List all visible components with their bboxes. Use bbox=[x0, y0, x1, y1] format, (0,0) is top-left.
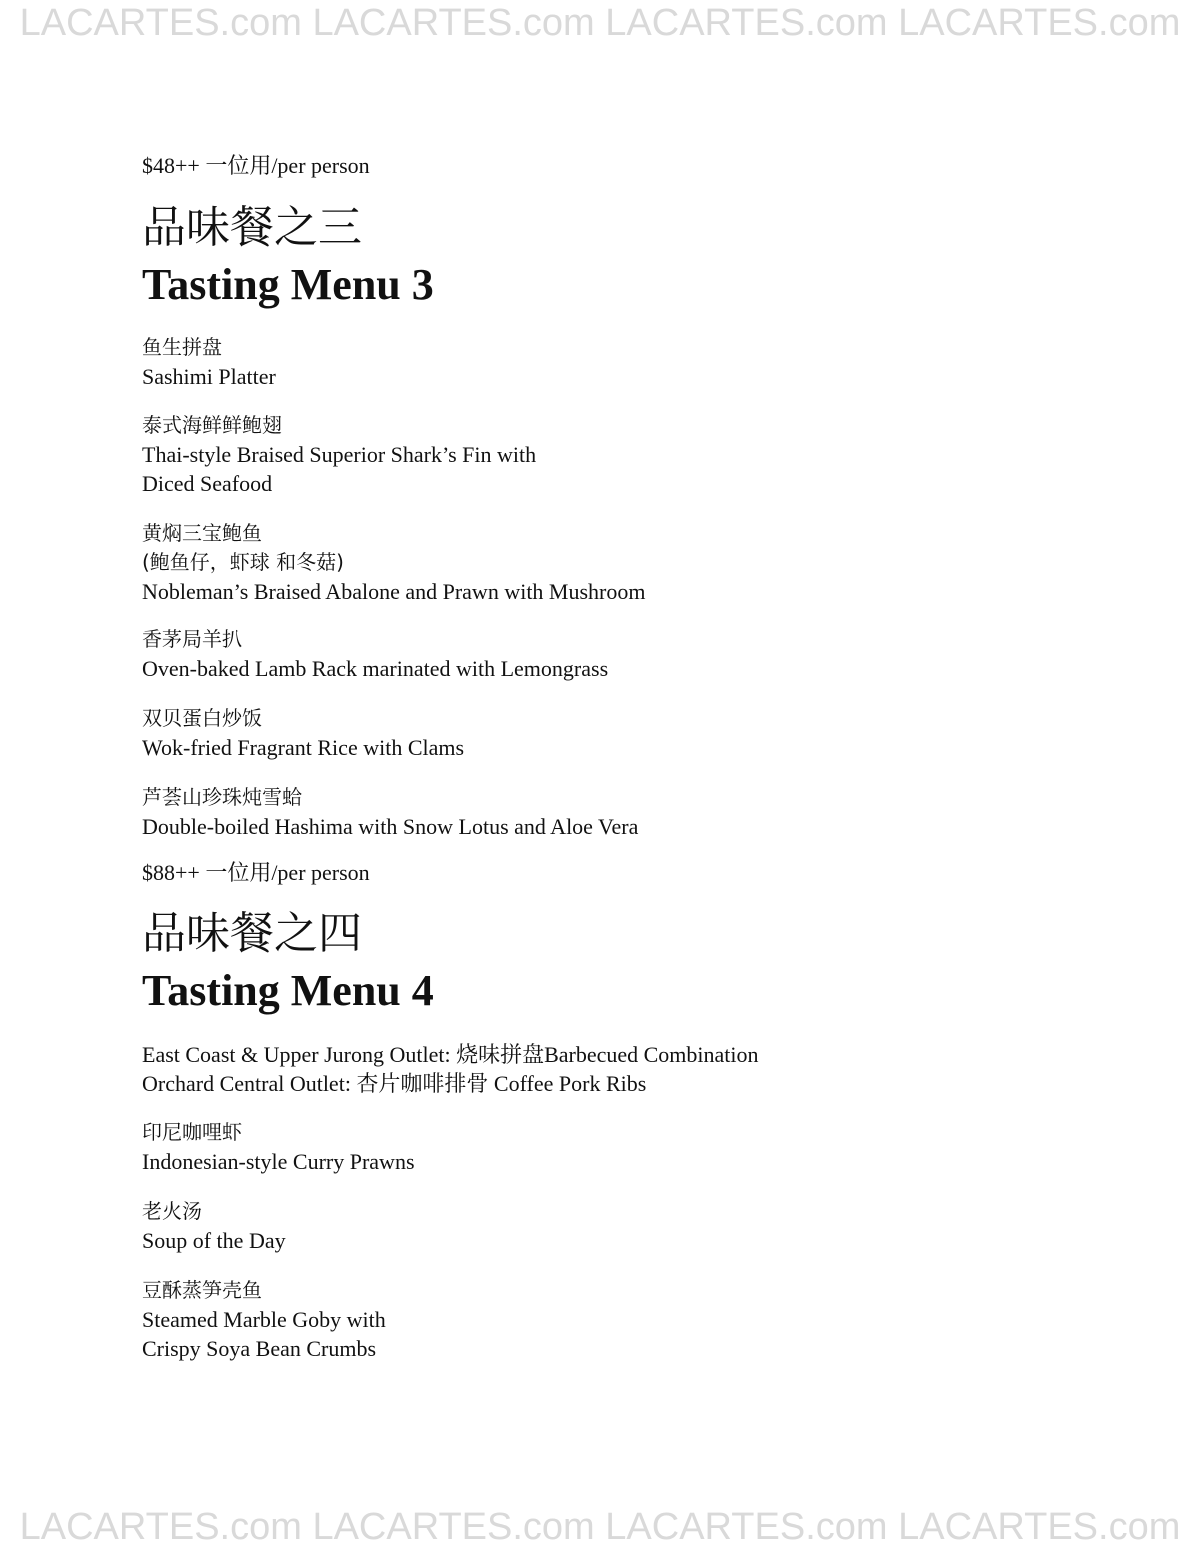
dish-name-en: Soup of the Day bbox=[142, 1228, 286, 1253]
menu4-dish-3 bbox=[142, 1197, 286, 1255]
menu3-title-en: Tasting Menu 3 bbox=[142, 260, 434, 309]
dish-name-en: Steamed Marble Goby with bbox=[142, 1307, 386, 1332]
dish-name-en: Double-boiled Hashima with Snow Lotus and Aloe Vera bbox=[142, 814, 639, 839]
menu3-dish-2 bbox=[142, 411, 536, 498]
dish-outlet-east-coast: East Coast & Upper Jurong Outlet: 烧味拼盘Barbecued Combination bbox=[142, 1042, 759, 1067]
menu4-dish-1 bbox=[142, 1040, 759, 1098]
dish-name-en: Oven-baked Lamb Rack marinated with Lemongrass bbox=[142, 656, 609, 681]
menu4-dish-2 bbox=[142, 1118, 415, 1176]
dish-name-en: Nobleman’s Braised Abalone and Prawn with Mushroom bbox=[142, 579, 646, 604]
dish-name-en-cont: Diced Seafood bbox=[142, 471, 273, 496]
menu3-title-cn: 品味餐之三 bbox=[142, 202, 362, 253]
dish-name-en-cont: Crispy Soya Bean Crumbs bbox=[142, 1336, 377, 1361]
menu4-dish-4 bbox=[142, 1276, 386, 1363]
menu3-dish-3 bbox=[142, 519, 646, 606]
dish-name-cn: 双贝蛋白炒饭 bbox=[142, 706, 262, 730]
watermark-bottom: LACARTES.com LACARTES.com LACARTES.com LACARTES.com bbox=[19, 1506, 1181, 1548]
dish-name-en: Indonesian-style Curry Prawns bbox=[142, 1149, 415, 1174]
dish-outlet-orchard: Orchard Central Outlet: 杏片咖啡排骨 Coffee Pork Ribs bbox=[142, 1071, 647, 1096]
menu3-dish-4 bbox=[142, 625, 608, 683]
dish-name-cn: 豆酥蒸笋壳鱼 bbox=[142, 1278, 262, 1302]
dish-name-cn: 芦荟山珍珠炖雪蛤 bbox=[142, 785, 302, 809]
dish-name-cn: 黄焖三宝鲍鱼 bbox=[142, 521, 262, 545]
dish-name-en: Sashimi Platter bbox=[142, 364, 276, 389]
menu4-title-en: Tasting Menu 4 bbox=[142, 966, 434, 1015]
menu3-price: $48++ 一位用/per person bbox=[142, 153, 370, 178]
menu4-price: $88++ 一位用/per person bbox=[142, 860, 370, 885]
menu3-dish-1 bbox=[142, 333, 276, 391]
dish-name-en: Thai-style Braised Superior Shark’s Fin with bbox=[142, 442, 537, 467]
dish-name-cn: 印尼咖哩虾 bbox=[142, 1120, 242, 1144]
menu4-title-cn: 品味餐之四 bbox=[142, 908, 362, 959]
menu3-dish-5 bbox=[142, 704, 464, 762]
dish-name-cn: 香茅局羊扒 bbox=[142, 627, 242, 651]
dish-name-en: Wok-fried Fragrant Rice with Clams bbox=[142, 735, 465, 760]
dish-name-cn: 泰式海鲜鲜鲍翅 bbox=[142, 413, 282, 437]
dish-name-cn: 鱼生拼盘 bbox=[142, 335, 222, 359]
watermark-top: LACARTES.com LACARTES.com LACARTES.com LACARTES.com bbox=[19, 2, 1181, 44]
menu3-dish-6 bbox=[142, 783, 638, 841]
dish-name-cn: 老火汤 bbox=[142, 1199, 202, 1223]
dish-subtitle-cn: (鲍鱼仔，虾球 和冬菇) bbox=[142, 550, 344, 574]
